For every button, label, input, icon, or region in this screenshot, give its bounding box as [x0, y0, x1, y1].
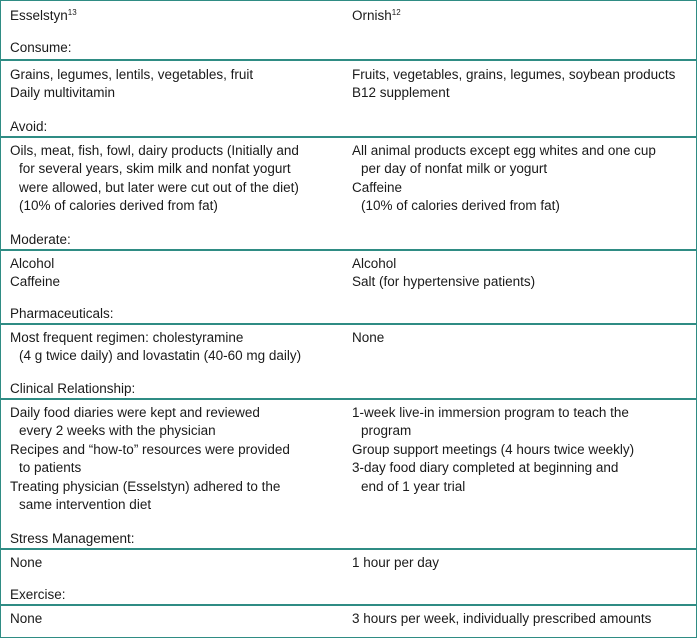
column-header-ornish [352, 7, 401, 25]
text-line: (4 g twice daily) and lovastatin (40-60 mg daily) [19, 348, 302, 364]
text-line: Alcohol [352, 256, 397, 271]
column-header-ornish-ref: 12 [391, 8, 401, 17]
text-line: All animal products except egg whites and one cup [352, 143, 656, 158]
text-line: program [361, 423, 412, 439]
pharmaceuticals-ornish [352, 329, 384, 347]
consume-esselstyn [10, 66, 253, 103]
text-line: Grains, legumes, lentils, vegetables, fruit [10, 67, 254, 82]
text-line: Daily food diaries were kept and reviewed [10, 405, 260, 420]
text-line: every 2 weeks with the physician [19, 423, 216, 439]
text-line: Recipes and “how-to” resources were provided [10, 441, 290, 457]
text-line: Oils, meat, fish, fowl, dairy products (Initially and [10, 143, 299, 158]
text-line: to patients [19, 460, 82, 476]
section-divider [1, 604, 696, 606]
text-line: 3 hours per week, individually prescribed amounts [352, 611, 652, 626]
text-line: None [10, 555, 43, 570]
text-line: (10% of calories derived from fat) [19, 198, 218, 214]
text-line: Caffeine [10, 274, 61, 290]
section-divider [1, 136, 696, 138]
text-line: B12 supplement [352, 85, 450, 101]
text-line: Group support meetings (4 hours twice weekly) [352, 441, 635, 457]
section-label-exercise: Exercise: [10, 587, 66, 602]
exercise-ornish [352, 610, 651, 628]
section-divider [1, 398, 696, 400]
text-line: Caffeine [352, 179, 403, 195]
text-line: None [10, 611, 43, 626]
text-line: Salt (for hypertensive patients) [352, 274, 536, 290]
section-label-clinical: Clinical Relationship: [10, 381, 136, 396]
section-divider [1, 59, 696, 61]
text-line: Most frequent regimen: cholestyramine [10, 330, 244, 345]
text-line: Treating physician (Esselstyn) adhered to the [10, 478, 281, 494]
stress-esselstyn [10, 554, 42, 572]
text-line: Alcohol [10, 256, 55, 271]
text-line: 3-day food diary completed at beginning and [352, 460, 619, 476]
clinical-esselstyn [10, 404, 290, 514]
clinical-ornish [352, 404, 634, 496]
avoid-ornish [352, 142, 656, 216]
pharmaceuticals-esselstyn [10, 329, 301, 366]
section-divider [1, 323, 696, 325]
text-line: (10% of calories derived from fat) [361, 198, 560, 214]
stress-ornish [352, 554, 439, 572]
moderate-esselstyn [10, 255, 60, 292]
text-line: Daily multivitamin [10, 85, 116, 101]
section-label-moderate: Moderate: [10, 232, 71, 247]
text-line: per day of nonfat milk or yogurt [361, 161, 548, 177]
consume-ornish [352, 66, 675, 103]
section-label-consume: Consume: [10, 40, 72, 55]
text-line: 1 hour per day [352, 555, 440, 570]
section-label-stress: Stress Management: [10, 531, 135, 546]
column-header-esselstyn [10, 7, 77, 25]
section-label-pharmaceuticals: Pharmaceuticals: [10, 306, 114, 321]
exercise-esselstyn [10, 610, 42, 628]
text-line: None [352, 330, 385, 345]
column-header-esselstyn-ref: 13 [67, 8, 77, 17]
text-line: Fruits, vegetables, grains, legumes, soybean products [352, 67, 676, 82]
section-label-avoid: Avoid: [10, 119, 48, 134]
text-line: were allowed, but later were cut out of the diet) [19, 179, 299, 195]
section-divider [1, 249, 696, 251]
moderate-ornish [352, 255, 535, 292]
column-header-esselstyn-name: Esselstyn [10, 8, 68, 23]
text-line: for several years, skim milk and nonfat yogurt [19, 161, 291, 177]
text-line: end of 1 year trial [361, 478, 466, 494]
text-line: same intervention diet [19, 497, 152, 513]
avoid-esselstyn [10, 142, 299, 216]
text-line: 1-week live-in immersion program to teach the [352, 405, 629, 420]
column-header-ornish-name: Ornish [352, 8, 392, 23]
section-divider [1, 548, 696, 550]
